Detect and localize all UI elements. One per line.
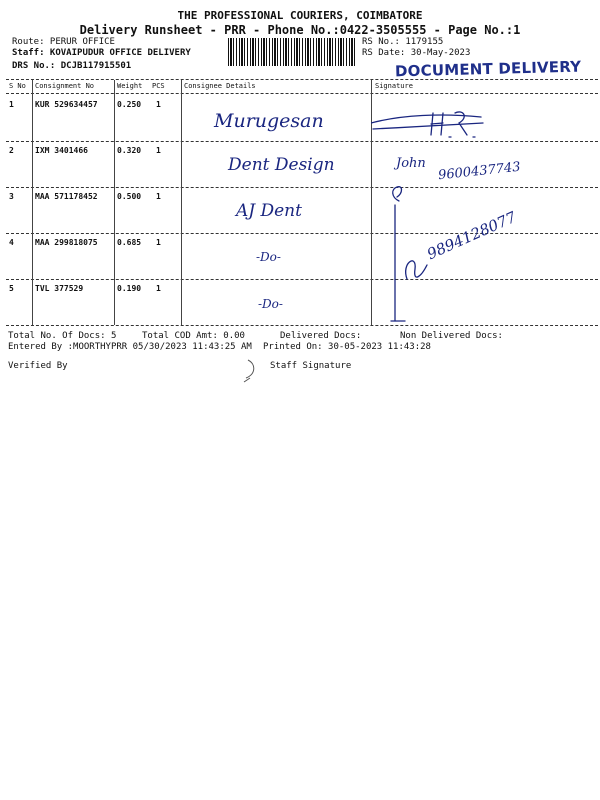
col-header-pcs: PCS [152,82,165,90]
row-weight: 0.250 [117,100,142,109]
row-consignee-handwritten: Dent Design [228,155,335,175]
row-consignment: MAA 299818075 [35,238,98,247]
column-divider [181,80,182,325]
row-weight: 0.500 [117,192,142,201]
runsheet-title: Delivery Runsheet - PRR - Phone No.:0422-3505555 - Page No.:1 [79,23,521,37]
row-sno: 1 [9,100,14,109]
row-consignment: IXM 3401466 [35,146,88,155]
signature-name: John [396,156,426,171]
row-consignee-handwritten: -Do- [256,250,281,264]
table-top-rule [6,79,598,80]
route-label: Route: PERUR OFFICE [12,37,115,47]
row-pcs: 1 [156,146,161,155]
col-header-consignee: Consignee Details [184,82,256,90]
col-header-sno: S No [9,82,26,90]
row-consignment: KUR 529634457 [35,100,98,109]
row-pcs: 1 [156,284,161,293]
row-consignment: MAA 571178452 [35,192,98,201]
row-consignee-handwritten: Murugesan [214,110,324,132]
entered-by: Entered By :MOORTHYPRR 05/30/2023 11:43:25 AM [8,342,252,352]
row-pcs: 1 [156,238,161,247]
staff-signature-label: Staff Signature [270,361,352,371]
total-cod-amount: Total COD Amt: 0.00 [142,331,245,341]
col-header-consignment: Consignment No [35,82,95,90]
row-sno: 4 [9,238,14,247]
delivered-docs: Delivered Docs: [280,331,362,341]
printed-on: Printed On: 30-05-2023 11:43:28 [263,342,431,352]
row-consignee-handwritten: -Do- [258,297,283,311]
non-delivered-docs: Non Delivered Docs: [400,331,503,341]
handwritten-phone-2: 9894128077 [424,207,519,264]
staff-signature-mark [238,358,268,384]
row-sno: 5 [9,284,14,293]
col-header-weight: Weight [117,82,143,90]
verified-by: Verified By [8,361,68,371]
barcode [228,38,356,66]
handwritten-phone-1: 9600437743 [437,159,522,184]
row-pcs: 1 [156,100,161,109]
signature-marks [371,93,599,327]
rs-number: RS No.: 1179155 [362,37,444,47]
row-weight: 0.685 [117,238,142,247]
row-consignment: TVL 377529 [35,284,84,293]
column-divider [114,80,115,325]
col-header-signature: Signature [375,82,413,90]
column-divider [32,80,33,325]
row-pcs: 1 [156,192,161,201]
drs-number: DRS No.: DCJB117915501 [12,61,132,71]
document-delivery-stamp: DOCUMENT DELIVERY [394,57,582,81]
rs-date: RS Date: 30-May-2023 [362,48,471,58]
row-weight: 0.320 [117,146,142,155]
total-docs: Total No. Of Docs: 5 [8,331,117,341]
row-weight: 0.190 [117,284,142,293]
staff-label: Staff: KOVAIPUDUR OFFICE DELIVERY [12,48,191,58]
row-consignee-handwritten: AJ Dent [236,201,302,221]
row-sno: 2 [9,146,14,155]
company-title: THE PROFESSIONAL COURIERS, COIMBATORE [177,9,423,22]
row-sno: 3 [9,192,14,201]
